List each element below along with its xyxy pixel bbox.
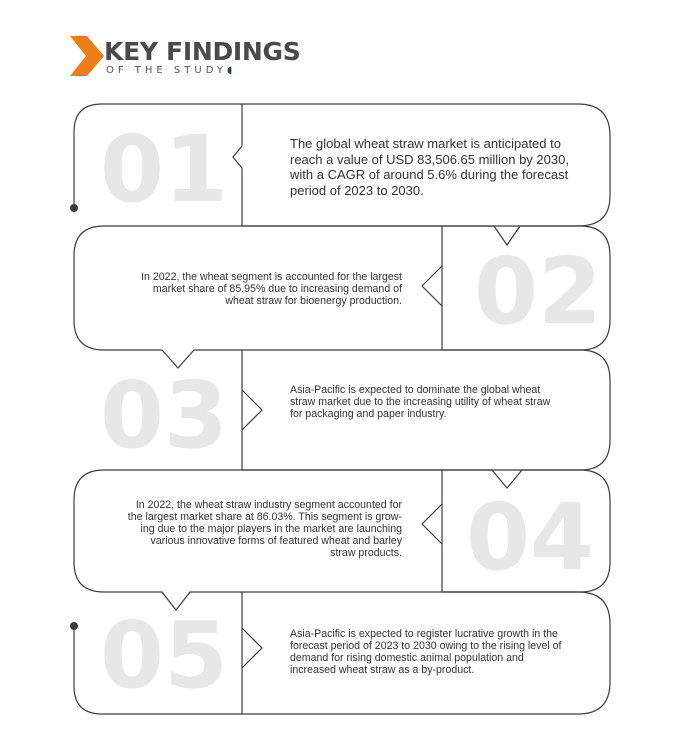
finding-text-01: The global wheat straw market is anticipated to reach a value of USD 83,506.65 million by 2030, with a CAGR of around 5.6% during the forecast period of 2023 to 2030.: [290, 136, 569, 198]
timeline-dot-end: [70, 622, 78, 630]
finding-text-04: In 2022, the wheat straw industry segment accounted for the largest market share at 86.03%. This segment is grow- ing due to the major players in the market are launching various innovative forms of featured wheat and barley straw products.: [127, 499, 402, 559]
finding-number-03: 03: [100, 362, 229, 469]
finding-text-03: Asia-Pacific is expected to dominate the global wheat straw market due to the increasing utility of wheat straw for packaging and paper industry.: [290, 384, 551, 420]
page-subtitle: OF THE STUDY◖: [106, 65, 233, 76]
finding-text-02: In 2022, the wheat segment is accounted for the largest market share of 85.95% due to increasing demand of wheat straw for bioenergy production.: [141, 271, 402, 307]
crescent-icon: ◖: [226, 65, 233, 76]
timeline-dot-start: [70, 204, 78, 212]
finding-number-05: 05: [100, 602, 229, 709]
finding-number-01: 01: [100, 116, 229, 223]
finding-text-05: Asia-Pacific is expected to register lucrative growth in the forecast period of 2023 to 2030 owing to the rising level of demand for rising domestic animal population and increased wheat straw as a by-product.: [290, 628, 562, 676]
finding-number-02: 02: [474, 238, 603, 345]
finding-number-04: 04: [466, 484, 595, 591]
page-title: KEY FINDINGS: [104, 37, 301, 66]
